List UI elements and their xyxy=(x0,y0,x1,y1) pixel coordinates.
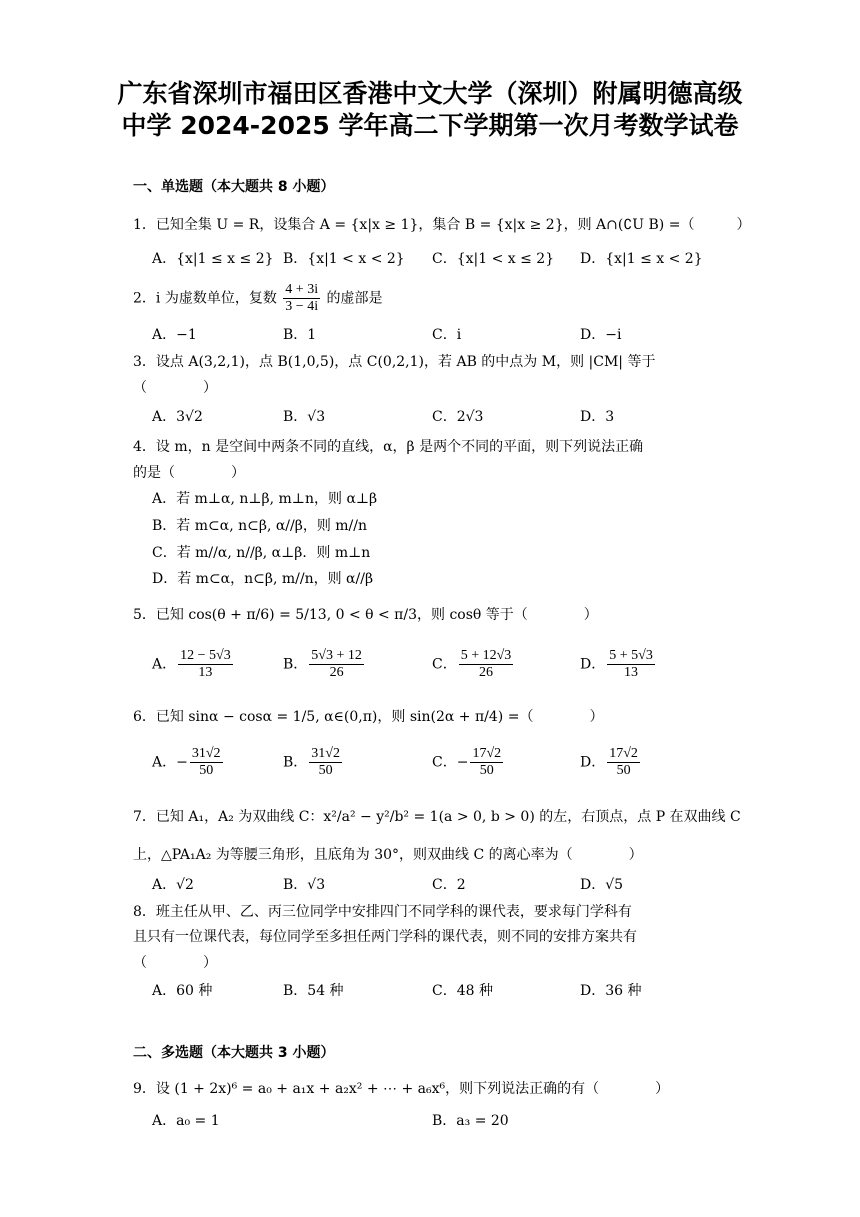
question-2-option-d: D．−i xyxy=(580,327,622,343)
question-6-option-c xyxy=(432,746,505,779)
question-5-option-a-denominator: 13 xyxy=(198,665,213,680)
question-1-stem: 1．已知全集 U = R，设集合 A = {x|x ≥ 1}，集合 B = {x|x ≥ 2}，则 A∩(∁U B) =（ ） xyxy=(133,217,751,233)
question-5-option-d-label: D． xyxy=(580,656,606,673)
question-7-option-c: C．2 xyxy=(432,877,466,893)
question-2-option-a: A．−1 xyxy=(152,327,197,343)
question-8-stem-cont: 且只有一位课代表，每位同学至多担任两门学科的课代表，则不同的安排方案共有 xyxy=(133,929,637,945)
question-6-option-d-fraction xyxy=(607,746,640,779)
question-5-option-b-label: B． xyxy=(283,656,308,673)
question-5-option-c-numerator: 5 + 12√3 xyxy=(460,648,512,663)
question-5-option-d-denominator: 13 xyxy=(624,665,639,680)
question-8-stem-cont2: （ ） xyxy=(133,955,217,971)
question-2-stem-pre: 2．i 为虚数单位，复数 xyxy=(133,290,277,307)
question-9-stem: 9．设 (1 + 2x)⁶ = a₀ + a₁x + a₂x² + ⋯ + a₆x⁶，则下列说法正确的有（ ） xyxy=(133,1081,670,1097)
question-6-option-c-denominator: 50 xyxy=(479,763,494,778)
question-5-option-c-fraction xyxy=(459,648,514,681)
question-4-stem-cont: 的是（ ） xyxy=(133,465,245,481)
question-3-option-c: C．2√3 xyxy=(432,409,484,425)
question-6-option-d xyxy=(580,746,642,779)
question-6-option-b-fraction xyxy=(309,746,342,779)
question-3-option-d: D．3 xyxy=(580,409,615,425)
question-2-fraction xyxy=(283,282,320,315)
question-6-option-b-label: B． xyxy=(283,754,308,771)
section-single-choice: 一、单选题（本大题共 8 小题） xyxy=(133,179,335,195)
question-5-option-b-numerator: 5√3 + 12 xyxy=(311,648,362,663)
question-6-option-a xyxy=(152,746,225,779)
question-5-option-a xyxy=(152,648,235,681)
question-3-stem-cont: （ ） xyxy=(133,380,217,396)
section-multiple-choice: 二、多选题（本大题共 3 小题） xyxy=(133,1045,335,1061)
question-5-option-b-fraction xyxy=(309,648,364,681)
question-5-option-d xyxy=(580,648,657,681)
question-5-option-d-fraction xyxy=(607,648,655,681)
question-6-stem: 6．已知 sinα − cosα = 1/5, α∈(0,π)，则 sin(2α + π/4) =（ ） xyxy=(133,709,604,725)
question-2-option-b: B．1 xyxy=(283,327,317,343)
question-8-option-c: C．48 种 xyxy=(432,983,493,999)
question-4-option-d: D．若 m⊂α，n⊂β, m//n，则 α//β xyxy=(152,571,374,587)
question-1-option-c: C．{x|1 < x ≤ 2} xyxy=(432,251,555,267)
question-5-option-a-fraction xyxy=(178,648,233,681)
question-2-stem xyxy=(133,282,383,315)
question-6-option-c-fraction xyxy=(470,746,503,779)
question-5-option-a-numerator: 12 − 5√3 xyxy=(180,648,231,663)
question-5-option-c xyxy=(432,648,515,681)
question-9-option-b: B．a₃ = 20 xyxy=(432,1113,509,1129)
question-7-option-b: B．√3 xyxy=(283,877,326,893)
question-5-option-c-denominator: 26 xyxy=(479,665,494,680)
question-6-option-c-numerator: 17√2 xyxy=(472,746,502,761)
question-4-stem: 4．设 m，n 是空间中两条不同的直线，α，β 是两个不同的平面，则下列说法正确 xyxy=(133,439,644,455)
question-6-option-a-fraction xyxy=(190,746,223,779)
question-6-option-a-numerator: 31√2 xyxy=(191,746,221,761)
question-6-option-d-label: D． xyxy=(580,754,606,771)
question-5-option-b-denominator: 26 xyxy=(329,665,344,680)
question-5-option-b xyxy=(283,648,366,681)
question-5-option-a-label: A． xyxy=(152,656,177,673)
question-2-fraction-denominator: 3 − 4i xyxy=(285,299,319,314)
question-7-stem: 7．已知 A₁，A₂ 为双曲线 C：x²/a² − y²/b² = 1(a > 0, b > 0) 的左，右顶点，点 P 在双曲线 C xyxy=(133,809,741,825)
question-3-option-a: A．3√2 xyxy=(152,409,203,425)
question-4-option-c: C．若 m//α, n//β, α⊥β．则 m⊥n xyxy=(152,545,371,561)
question-6-option-b-numerator: 31√2 xyxy=(311,746,340,761)
question-5-stem: 5．已知 cos(θ + π/6) = 5/13, 0 < θ < π/3，则 cosθ 等于（ ） xyxy=(133,607,598,623)
exam-title-line1: 广东省深圳市福田区香港中文大学（深圳）附属明德高级 xyxy=(117,79,743,108)
question-1-option-b: B．{x|1 < x < 2} xyxy=(283,251,405,267)
question-2-fraction-numerator: 4 + 3i xyxy=(285,282,319,297)
question-9-option-a: A．a₀ = 1 xyxy=(152,1113,220,1129)
question-6-option-b xyxy=(283,746,344,779)
question-7-option-d: D．√5 xyxy=(580,877,624,893)
question-6-option-d-denominator: 50 xyxy=(616,763,631,778)
question-8-option-a: A．60 种 xyxy=(152,983,213,999)
question-2-option-c: C．i xyxy=(432,327,462,343)
question-6-option-d-numerator: 17√2 xyxy=(609,746,638,761)
question-1-option-a: A．{x|1 ≤ x ≤ 2} xyxy=(152,251,274,267)
exam-title-line2: 中学 2024-2025 学年高二下学期第一次月考数学试卷 xyxy=(121,111,739,140)
question-2-stem-post: 的虚部是 xyxy=(326,290,383,307)
question-3-stem: 3．设点 A(3,2,1)，点 B(1,0,5)，点 C(0,2,1)，若 AB 的中点为 M，则 |CM| 等于 xyxy=(133,354,656,370)
question-7-stem-cont: 上，△PA₁A₂ 为等腰三角形，且底角为 30°，则双曲线 C 的离心率为（ ） xyxy=(133,847,643,863)
question-5-option-c-label: C． xyxy=(432,656,457,673)
question-6-option-c-label: C．− xyxy=(432,754,469,771)
question-5-option-d-numerator: 5 + 5√3 xyxy=(609,648,653,663)
question-6-option-a-label: A．− xyxy=(152,754,188,771)
question-6-option-b-denominator: 50 xyxy=(318,763,333,778)
question-4-option-b: B．若 m⊂α, n⊂β, α//β，则 m//n xyxy=(152,518,367,534)
question-6-option-a-denominator: 50 xyxy=(199,763,214,778)
question-1-option-d: D．{x|1 ≤ x < 2} xyxy=(580,251,703,267)
question-4-option-a: A．若 m⊥α, n⊥β, m⊥n，则 α⊥β xyxy=(152,491,378,507)
question-8-option-b: B．54 种 xyxy=(283,983,344,999)
question-8-option-d: D．36 种 xyxy=(580,983,642,999)
question-3-option-b: B．√3 xyxy=(283,409,326,425)
question-7-option-a: A．√2 xyxy=(152,877,194,893)
question-8-stem: 8．班主任从甲、乙、丙三位同学中安排四门不同学科的课代表，要求每门学科有 xyxy=(133,904,632,920)
